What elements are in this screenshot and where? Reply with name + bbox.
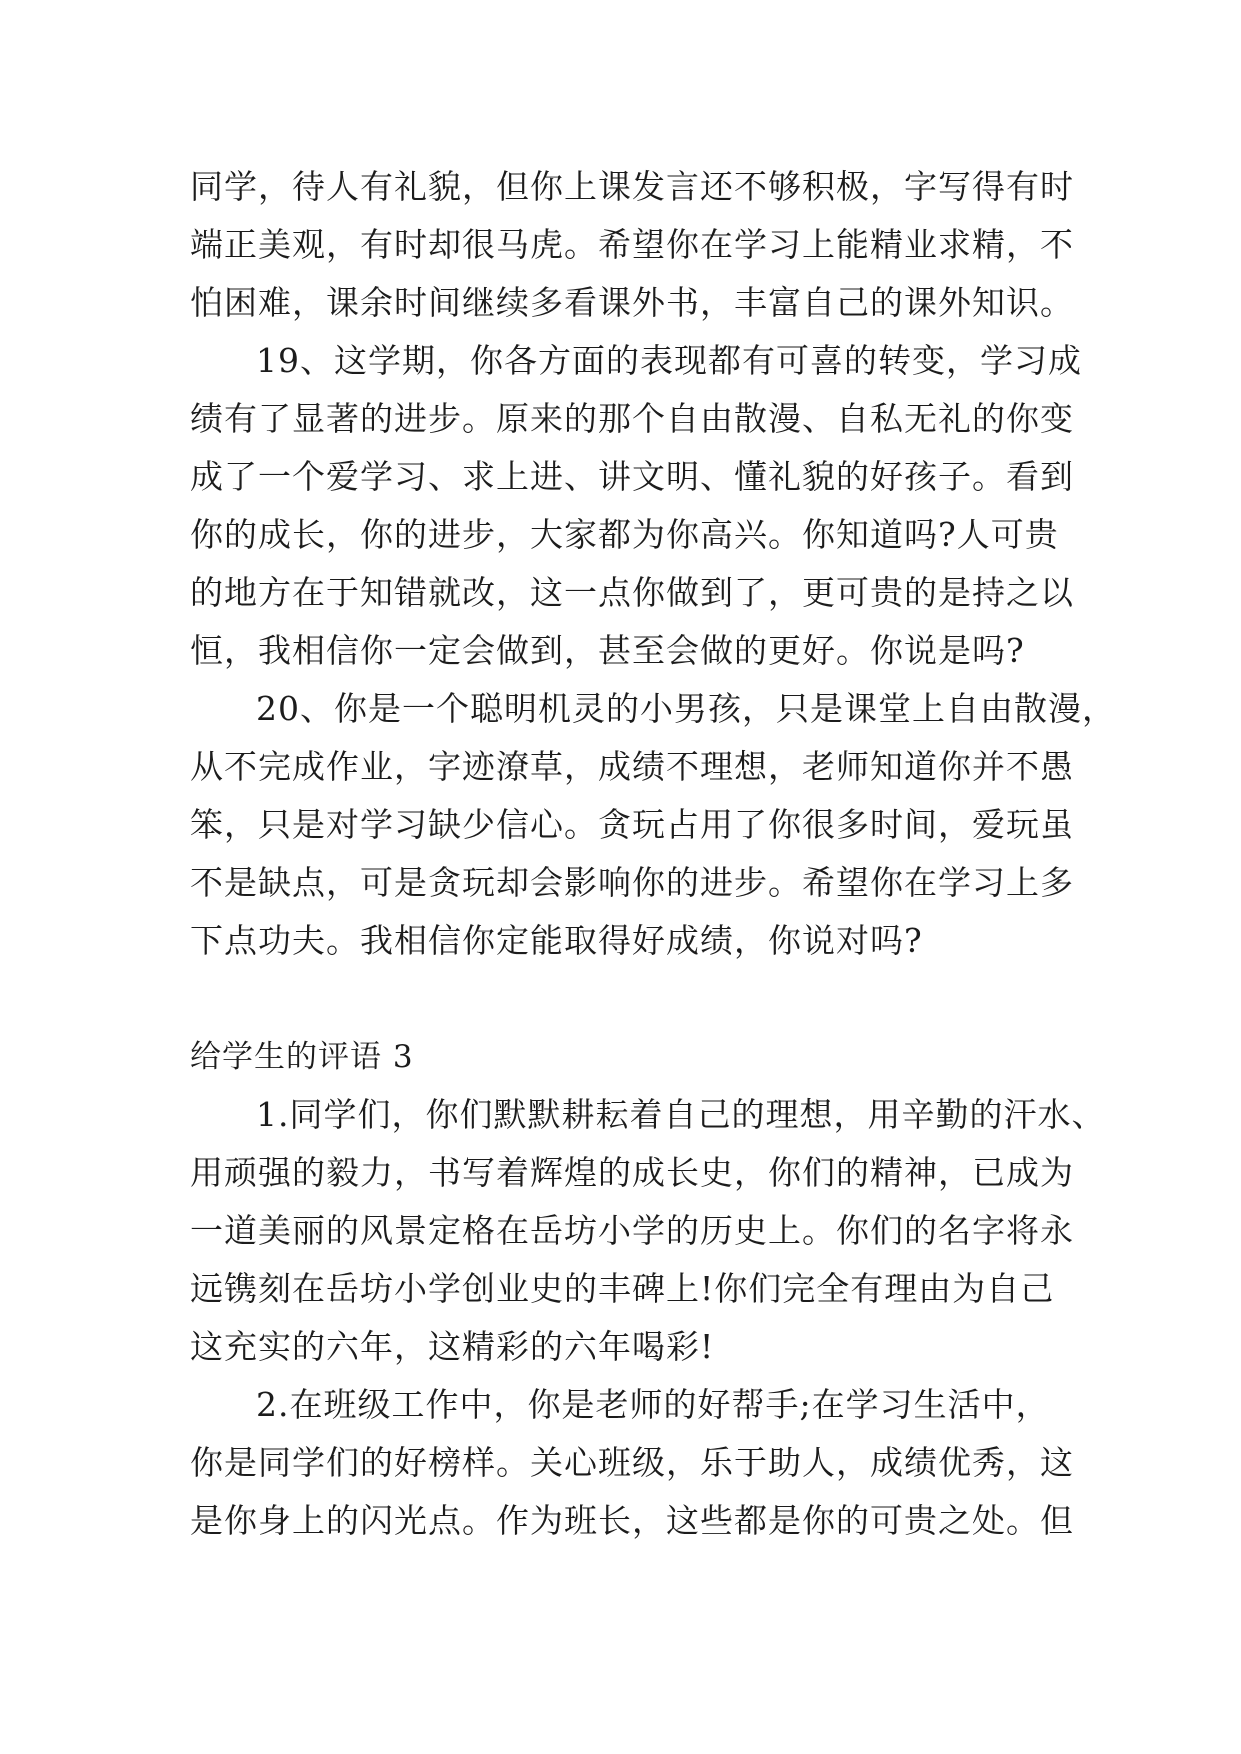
text-line: 1.同学们，你们默默耕耘着自己的理想，用辛勤的汗水、 [256,1095,1106,1134]
text-line: 笨，只是对学习缺少信心。贪玩占用了你很多时间，爱玩虽 [190,805,1074,844]
text-line: 20、你是一个聪明机灵的小男孩，只是课堂上自由散漫， [256,689,1116,728]
text-line: 2.在班级工作中，你是老师的好帮手;在学习生活中， [256,1385,1050,1424]
text-line: 19、这学期，你各方面的表现都有可喜的转变，学习成 [256,341,1082,380]
text-line: 恒，我相信你一定会做到，甚至会做的更好。你说是吗? [190,631,1025,670]
document-body [190,158,1116,1550]
text-line: 绩有了显著的进步。原来的那个自由散漫、自私无礼的你变 [190,399,1074,438]
section-heading: 给学生的评语 3 [190,1039,414,1075]
text-line: 成了一个爱学习、求上进、讲文明、懂礼貌的好孩子。看到 [190,457,1074,496]
text-line: 不是缺点，可是贪玩却会影响你的进步。希望你在学习上多 [190,863,1074,902]
paragraph-1 [190,1086,1106,1376]
paragraph-continued [190,158,1074,332]
text-line: 用顽强的毅力，书写着辉煌的成长史，你们的精神，已成为 [190,1153,1074,1192]
text-line: 你的成长，你的进步，大家都为你高兴。你知道吗?人可贵 [190,515,1059,554]
text-line: 同学，待人有礼貌，但你上课发言还不够积极，字写得有时 [190,167,1074,206]
paragraph-2 [190,1376,1074,1550]
text-line: 怕困难，课余时间继续多看课外书，丰富自己的课外知识。 [190,283,1074,322]
text-line: 远镌刻在岳坊小学创业史的丰碑上!你们完全有理由为自己 [190,1269,1055,1308]
paragraph-20 [190,680,1116,970]
text-line: 下点功夫。我相信你定能取得好成绩，你说对吗? [190,921,923,960]
text-line: 从不完成作业，字迹潦草，成绩不理想，老师知道你并不愚 [190,747,1074,786]
text-line: 的地方在于知错就改，这一点你做到了，更可贵的是持之以 [190,573,1074,612]
text-line: 端正美观，有时却很马虎。希望你在学习上能精业求精，不 [190,225,1074,264]
section-spacer [190,970,1070,1028]
text-line: 你是同学们的好榜样。关心班级，乐于助人，成绩优秀，这 [190,1443,1074,1482]
paragraph-19 [190,332,1082,680]
text-line: 一道美丽的风景定格在岳坊小学的历史上。你们的名字将永 [190,1211,1074,1250]
text-line: 这充实的六年，这精彩的六年喝彩! [190,1327,715,1366]
text-line: 是你身上的闪光点。作为班长，这些都是你的可贵之处。但 [190,1501,1074,1540]
